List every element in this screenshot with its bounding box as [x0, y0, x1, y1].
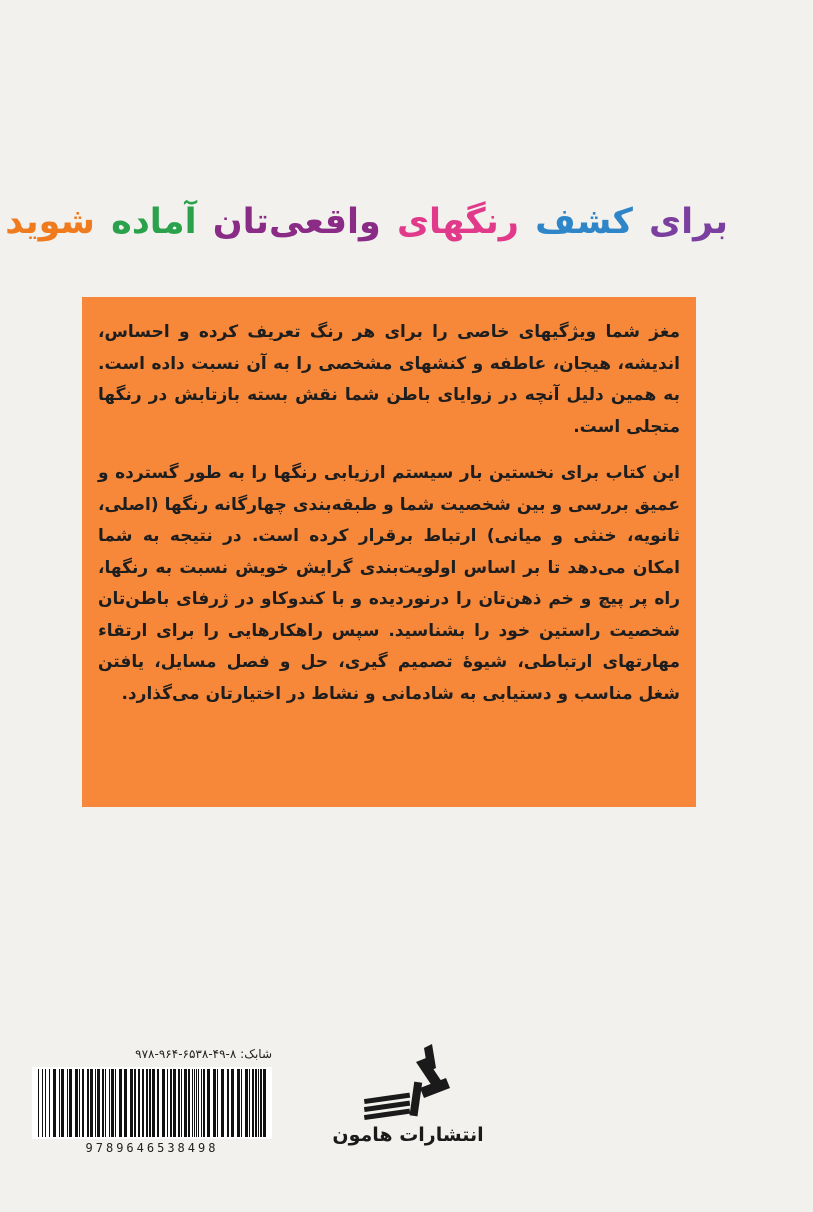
barcode-bar	[109, 1069, 110, 1137]
barcode-bar	[105, 1069, 106, 1137]
barcode-bar	[252, 1069, 254, 1137]
headline-word-6: شوید	[5, 202, 95, 242]
barcode-bar	[201, 1069, 202, 1137]
headline-word-2: کشف	[535, 202, 633, 242]
barcode-bar	[255, 1069, 257, 1137]
barcode-bar	[221, 1069, 224, 1137]
barcode-bar	[115, 1069, 116, 1137]
barcode-bar	[146, 1069, 148, 1137]
barcode-bar	[45, 1069, 46, 1137]
publisher-block	[318, 1038, 498, 1158]
barcode-bar	[178, 1069, 180, 1137]
barcode-bar	[75, 1069, 78, 1137]
barcode-bar	[181, 1069, 182, 1137]
barcode-bar	[194, 1069, 195, 1137]
barcode-bar	[79, 1069, 80, 1137]
barcode-bar	[111, 1069, 114, 1137]
barcode-bar	[196, 1069, 197, 1137]
barcode-bar	[249, 1069, 250, 1137]
barcode-bar	[59, 1069, 60, 1137]
barcode-bar	[102, 1069, 104, 1137]
barcode-bar	[119, 1069, 122, 1137]
barcode-bar	[67, 1069, 68, 1137]
barcode-bar	[61, 1069, 64, 1137]
barcode-bar	[241, 1069, 242, 1137]
isbn-label: شابک: ۸-۴۹-۶۵۳۸-۹۶۴-۹۷۸	[135, 1047, 272, 1061]
barcode-bar	[203, 1069, 205, 1137]
barcode-bar	[167, 1069, 168, 1137]
barcode-bar	[134, 1069, 136, 1137]
barcode-bar	[188, 1069, 190, 1137]
headline	[5, 198, 730, 246]
barcode-bar	[87, 1069, 89, 1137]
barcode-bar	[227, 1069, 229, 1137]
barcode-block	[32, 1047, 272, 1159]
barcode-bar	[263, 1069, 266, 1137]
barcode-bar	[213, 1069, 216, 1137]
headline-word-4: واقعی‌تان	[212, 202, 381, 242]
barcode-bar	[90, 1069, 93, 1137]
barcode-bar	[260, 1069, 262, 1137]
headline-word-3: رنگهای	[396, 202, 519, 242]
barcode-bar	[170, 1069, 172, 1137]
barcode-bar	[142, 1069, 144, 1137]
barcode-bar	[42, 1069, 43, 1137]
barcode-bar	[258, 1069, 259, 1137]
barcode-bar	[207, 1069, 210, 1137]
blurb-box	[82, 297, 696, 807]
barcode-bar	[173, 1069, 176, 1137]
barcode-bar	[184, 1069, 187, 1137]
barcode-bar	[82, 1069, 84, 1137]
barcode-bar	[49, 1069, 50, 1137]
barcode-bar	[38, 1069, 39, 1137]
barcode	[32, 1067, 272, 1139]
barcode-bar	[130, 1069, 133, 1137]
blurb-paragraph-2: این کتاب برای نخستین بار سیستم ارزیابی رنگها را به طور گسترده و عمیق بررسی و بین شخصیت شما و طبقه‌بندی چهارگانه رنگها (اصلی، ثانویه، خنثی و میانی) ارتباط برقرار کرده است. در نتیجه به شما امکان می‌دهد تا بر اساس اولویت‌بندی گرایش خویش نسبت به رنگها، راه پر پیچ و خم ذهن‌تان را درنوردیده و با کندوکاو در ژرفای باطن‌تان شخصیت راستین خود را بشناسید. سپس راهکارهایی را برای ارتقاء مهارتهای ارتباطی، شیوهٔ تصمیم گیری، حل و فصل مسایل، یافتن شغل مناسب و دستیابی به شادمانی و نشاط در اختیارتان می‌گذارد.	[98, 463, 680, 704]
barcode-bar	[217, 1069, 218, 1137]
barcode-bar	[231, 1069, 234, 1137]
barcode-bar	[69, 1069, 72, 1137]
headline-word-5: آماده	[111, 202, 197, 242]
barcode-bar	[95, 1069, 96, 1137]
barcode-bar	[152, 1069, 155, 1137]
barcode-bar	[124, 1069, 127, 1137]
blurb-paragraph-1: مغز شما ویژگیهای خاصی را برای هر رنگ تعریف کرده و احساس، اندیشه، هیجان، عاطفه و کنشهای مشخصی را به آن نسبت داده است. به همین دلیل آنچه در زوایای باطن شما نقش بسته بازتابش در رنگها متجلی است.	[98, 322, 680, 437]
barcode-digits: 9789646538498	[85, 1141, 219, 1155]
barcode-bar	[138, 1069, 140, 1137]
barcode-bar	[237, 1069, 240, 1137]
publisher-logo-text	[441, 1067, 443, 1069]
barcode-bar	[245, 1069, 248, 1137]
barcode-bar	[149, 1069, 151, 1137]
barcode-bar	[162, 1069, 165, 1137]
headline-word-1: برای	[649, 202, 728, 242]
barcode-bar	[198, 1069, 199, 1137]
barcode-bar	[53, 1069, 56, 1137]
barcode-bar	[157, 1069, 159, 1137]
publisher-logo-icon	[356, 1038, 460, 1122]
publisher-name: انتشارات هامون	[332, 1124, 484, 1146]
barcode-bar	[97, 1069, 100, 1137]
barcode-bar	[192, 1069, 193, 1137]
